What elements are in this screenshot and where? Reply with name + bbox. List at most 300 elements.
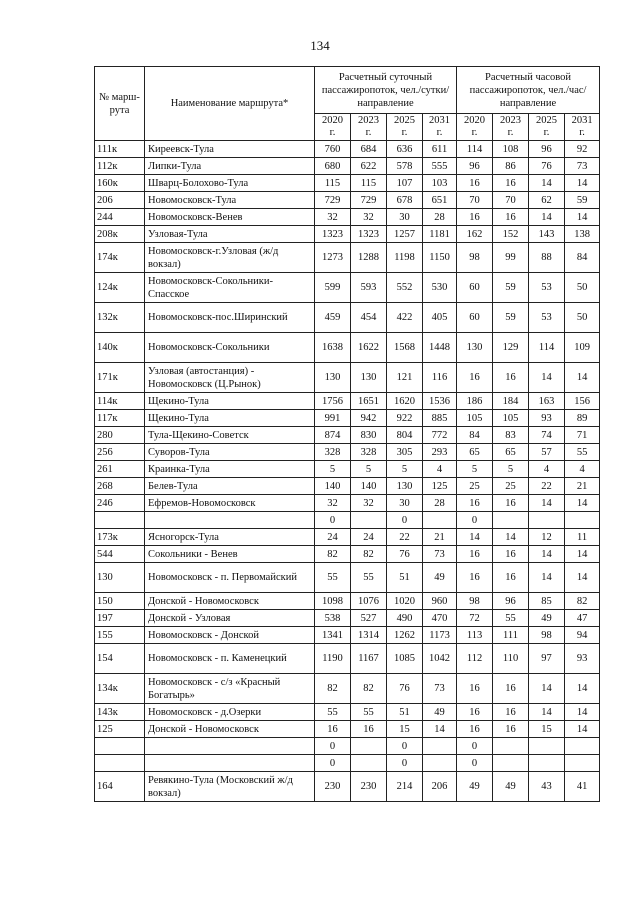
hourly-flow-cell: 65 [457,444,493,461]
table-row [95,209,600,226]
header-year-2025-hourly [529,114,565,141]
hourly-flow-cell: 59 [493,303,529,333]
header-year-value: 2023 [500,115,522,126]
hourly-flow-cell: 113 [457,627,493,644]
table-row [95,738,600,755]
table-row [95,674,600,704]
daily-flow-cell: 82 [315,546,351,563]
hourly-flow-cell [565,738,600,755]
hourly-flow-cell: 60 [457,273,493,303]
daily-flow-cell: 1273 [315,243,351,273]
hourly-flow-cell: 163 [529,393,565,410]
daily-flow-cell: 530 [423,273,457,303]
daily-flow-cell: 1620 [387,393,423,410]
hourly-flow-cell: 4 [565,461,600,478]
daily-flow-cell: 538 [315,610,351,627]
hourly-flow-cell: 53 [529,273,565,303]
table-row [95,593,600,610]
route-name-cell: Сокольники - Венев [145,546,315,563]
hourly-flow-cell: 53 [529,303,565,333]
route-number-cell: 261 [95,461,145,478]
hourly-flow-cell: 94 [565,627,600,644]
hourly-flow-cell: 83 [493,427,529,444]
table-row [95,410,600,427]
route-name-cell: Киреевск-Тула [145,141,315,158]
hourly-flow-cell: 111 [493,627,529,644]
daily-flow-cell: 885 [423,410,457,427]
table-row [95,363,600,393]
hourly-flow-cell: 14 [565,363,600,393]
daily-flow-cell: 1020 [387,593,423,610]
hourly-flow-cell: 76 [529,158,565,175]
table-row [95,175,600,192]
route-number-cell: 155 [95,627,145,644]
hourly-flow-cell: 96 [457,158,493,175]
hourly-flow-cell: 14 [529,495,565,512]
daily-flow-cell [351,512,387,529]
daily-flow-cell: 1190 [315,644,351,674]
hourly-flow-cell: 16 [457,209,493,226]
table-row [95,704,600,721]
route-number-cell: 111к [95,141,145,158]
table-row [95,141,600,158]
hourly-flow-cell: 14 [529,563,565,593]
daily-flow-cell: 1167 [351,644,387,674]
route-name-cell: Узловая-Тула [145,226,315,243]
table-row [95,427,600,444]
hourly-flow-cell: 14 [565,704,600,721]
hourly-flow-cell: 105 [457,410,493,427]
daily-flow-cell: 32 [315,495,351,512]
route-number-cell: 117к [95,410,145,427]
table-row [95,512,600,529]
daily-flow-cell: 0 [315,738,351,755]
table-row [95,333,600,363]
daily-flow-cell: 729 [315,192,351,209]
hourly-flow-cell: 112 [457,644,493,674]
daily-flow-cell: 1314 [351,627,387,644]
header-year-value: 2025 [394,115,415,126]
daily-flow-cell: 1181 [423,226,457,243]
daily-flow-cell: 1323 [315,226,351,243]
daily-flow-cell: 527 [351,610,387,627]
header-year-suffix: г. [579,127,585,138]
daily-flow-cell: 116 [423,363,457,393]
hourly-flow-cell: 4 [529,461,565,478]
daily-flow-cell: 130 [387,478,423,495]
hourly-flow-cell: 16 [493,175,529,192]
route-name-cell: Краинка-Тула [145,461,315,478]
hourly-flow-cell: 86 [493,158,529,175]
route-number-cell: 125 [95,721,145,738]
header-year-value: 2020 [322,115,343,126]
daily-flow-cell: 140 [315,478,351,495]
hourly-flow-cell: 55 [565,444,600,461]
hourly-flow-cell: 16 [493,209,529,226]
route-number-cell: 544 [95,546,145,563]
route-name-cell [145,755,315,772]
hourly-flow-cell: 93 [565,644,600,674]
table-row [95,393,600,410]
hourly-flow-cell: 14 [565,209,600,226]
route-name-cell: Новомосковск-г.Узловая (ж/д вокзал) [145,243,315,273]
table-row [95,226,600,243]
hourly-flow-cell: 16 [457,674,493,704]
hourly-flow-cell: 16 [493,546,529,563]
daily-flow-cell: 874 [315,427,351,444]
hourly-flow-cell: 98 [457,243,493,273]
daily-flow-cell: 49 [423,704,457,721]
daily-flow-cell: 30 [387,495,423,512]
hourly-flow-cell: 14 [529,363,565,393]
daily-flow-cell: 16 [315,721,351,738]
header-year-suffix: г. [329,127,336,138]
hourly-flow-cell: 85 [529,593,565,610]
route-name-cell: Новомосковск-Сокольники [145,333,315,363]
daily-flow-cell: 555 [423,158,457,175]
route-name-cell: Новомосковск - п. Первомайский [145,563,315,593]
daily-flow-cell: 611 [423,141,457,158]
daily-flow-cell: 0 [387,512,423,529]
header-year-2023-daily [351,114,387,141]
table-row [95,772,600,802]
daily-flow-cell: 55 [351,563,387,593]
hourly-flow-cell: 84 [457,427,493,444]
daily-flow-cell: 1042 [423,644,457,674]
route-name-cell: Белев-Тула [145,478,315,495]
route-number-cell: 208к [95,226,145,243]
daily-flow-cell: 991 [315,410,351,427]
table-row [95,495,600,512]
route-number-cell: 160к [95,175,145,192]
route-number-cell: 124к [95,273,145,303]
hourly-flow-cell: 21 [565,478,600,495]
daily-flow-cell: 328 [351,444,387,461]
hourly-flow-cell: 99 [493,243,529,273]
daily-flow-cell: 32 [351,209,387,226]
route-name-cell: Суворов-Тула [145,444,315,461]
daily-flow-cell: 293 [423,444,457,461]
hourly-flow-cell: 14 [493,529,529,546]
daily-flow-cell: 1323 [351,226,387,243]
daily-flow-cell: 1085 [387,644,423,674]
daily-flow-cell: 1651 [351,393,387,410]
daily-flow-cell: 636 [387,141,423,158]
hourly-flow-cell: 96 [529,141,565,158]
hourly-flow-cell [565,512,600,529]
hourly-flow-cell: 14 [565,674,600,704]
daily-flow-cell: 942 [351,410,387,427]
hourly-flow-cell: 57 [529,444,565,461]
hourly-flow-cell: 60 [457,303,493,333]
hourly-flow-cell: 16 [457,495,493,512]
daily-flow-cell: 103 [423,175,457,192]
daily-flow-cell: 28 [423,209,457,226]
header-year-value: 2025 [536,115,558,126]
daily-flow-cell: 22 [387,529,423,546]
header-daily-flow: Расчетный суточный пассажиропоток, чел./сутки/направление [315,67,457,114]
table-row [95,529,600,546]
daily-flow-cell: 0 [315,512,351,529]
hourly-flow-cell: 5 [493,461,529,478]
daily-flow-cell: 459 [315,303,351,333]
route-number-cell [95,738,145,755]
route-number-cell: 154 [95,644,145,674]
daily-flow-cell: 21 [423,529,457,546]
header-hourly-flow: Расчетный часовой пассажиропоток, чел./час/направление [457,67,600,114]
hourly-flow-cell: 138 [565,226,600,243]
route-name-cell: Узловая (автостанция) - Новомосковск (Ц.Рынок) [145,363,315,393]
daily-flow-cell: 24 [315,529,351,546]
daily-flow-cell: 680 [315,158,351,175]
table-row [95,273,600,303]
hourly-flow-cell: 14 [565,721,600,738]
hourly-flow-cell: 109 [565,333,600,363]
hourly-flow-cell: 14 [565,563,600,593]
route-name-cell: Новомосковск-пос.Ширинский [145,303,315,333]
daily-flow-cell: 76 [387,546,423,563]
header-year-suffix: г. [401,127,408,138]
daily-flow-cell: 115 [315,175,351,192]
daily-flow-cell: 55 [351,704,387,721]
hourly-flow-cell: 110 [493,644,529,674]
hourly-flow-cell: 14 [529,704,565,721]
hourly-flow-cell: 156 [565,393,600,410]
route-name-cell: Новомосковск-Сокольники-Спасское [145,273,315,303]
hourly-flow-cell: 89 [565,410,600,427]
hourly-flow-cell: 93 [529,410,565,427]
hourly-flow-cell: 22 [529,478,565,495]
daily-flow-cell: 1536 [423,393,457,410]
route-name-cell: Щекино-Тула [145,410,315,427]
hourly-flow-cell: 88 [529,243,565,273]
hourly-flow-cell: 184 [493,393,529,410]
hourly-flow-cell: 71 [565,427,600,444]
hourly-flow-cell: 92 [565,141,600,158]
daily-flow-cell: 422 [387,303,423,333]
daily-flow-cell: 1288 [351,243,387,273]
daily-flow-cell: 230 [315,772,351,802]
daily-flow-cell: 578 [387,158,423,175]
hourly-flow-cell: 82 [565,593,600,610]
daily-flow-cell: 28 [423,495,457,512]
route-name-cell: Новомосковск - Донской [145,627,315,644]
hourly-flow-cell: 16 [493,363,529,393]
table-row [95,444,600,461]
route-name-cell [145,738,315,755]
hourly-flow-cell: 186 [457,393,493,410]
header-year-suffix: г. [471,127,478,138]
hourly-flow-cell: 152 [493,226,529,243]
daily-flow-cell: 1198 [387,243,423,273]
table-row [95,461,600,478]
hourly-flow-cell: 55 [493,610,529,627]
table-row [95,546,600,563]
hourly-flow-cell: 14 [529,546,565,563]
daily-flow-cell: 76 [387,674,423,704]
daily-flow-cell: 405 [423,303,457,333]
route-name-cell: Новомосковск - д.Озерки [145,704,315,721]
hourly-flow-cell: 97 [529,644,565,674]
route-name-cell: Донской - Узловая [145,610,315,627]
hourly-flow-cell: 98 [529,627,565,644]
hourly-flow-cell [493,755,529,772]
hourly-flow-cell: 70 [457,192,493,209]
route-number-cell: 280 [95,427,145,444]
route-name-cell: Новомосковск - п. Каменецкий [145,644,315,674]
route-number-cell: 174к [95,243,145,273]
daily-flow-cell: 51 [387,563,423,593]
hourly-flow-cell [529,755,565,772]
header-year-suffix: г. [507,127,514,138]
hourly-flow-cell: 96 [493,593,529,610]
daily-flow-cell: 729 [351,192,387,209]
daily-flow-cell: 490 [387,610,423,627]
daily-flow-cell: 55 [315,563,351,593]
daily-flow-cell: 684 [351,141,387,158]
route-number-cell: 134к [95,674,145,704]
daily-flow-cell: 593 [351,273,387,303]
daily-flow-cell: 121 [387,363,423,393]
header-year-value: 2020 [464,115,486,126]
daily-flow-cell: 214 [387,772,423,802]
daily-flow-cell: 82 [351,546,387,563]
hourly-flow-cell: 16 [457,363,493,393]
daily-flow-cell: 772 [423,427,457,444]
daily-flow-cell: 15 [387,721,423,738]
daily-flow-cell: 328 [315,444,351,461]
hourly-flow-cell: 47 [565,610,600,627]
daily-flow-cell: 1622 [351,333,387,363]
route-number-cell: 112к [95,158,145,175]
daily-flow-cell: 73 [423,546,457,563]
daily-flow-cell: 5 [387,461,423,478]
hourly-flow-cell: 49 [493,772,529,802]
route-name-cell: Тула-Щекино-Советск [145,427,315,444]
header-year-2020-daily [315,114,351,141]
route-number-cell: 150 [95,593,145,610]
route-name-cell: Ясногорск-Тула [145,529,315,546]
hourly-flow-cell: 114 [529,333,565,363]
route-number-cell: 246 [95,495,145,512]
daily-flow-cell: 82 [315,674,351,704]
daily-flow-cell: 30 [387,209,423,226]
table-row [95,755,600,772]
daily-flow-cell: 125 [423,478,457,495]
header-year-suffix: г. [543,127,550,138]
daily-flow-cell: 960 [423,593,457,610]
hourly-flow-cell [493,512,529,529]
table-row [95,192,600,209]
hourly-flow-cell: 50 [565,303,600,333]
daily-flow-cell: 206 [423,772,457,802]
route-number-cell: 268 [95,478,145,495]
daily-flow-cell: 55 [315,704,351,721]
route-number-cell: 206 [95,192,145,209]
hourly-flow-cell: 130 [457,333,493,363]
table-body [95,141,600,802]
route-name-cell: Шварц-Болохово-Тула [145,175,315,192]
hourly-flow-cell: 16 [457,175,493,192]
hourly-flow-cell: 16 [457,563,493,593]
route-number-cell: 164 [95,772,145,802]
daily-flow-cell: 230 [351,772,387,802]
hourly-flow-cell: 73 [565,158,600,175]
daily-flow-cell: 1341 [315,627,351,644]
daily-flow-cell: 107 [387,175,423,192]
table-row [95,243,600,273]
route-name-cell: Ревякино-Тула (Московский ж/д вокзал) [145,772,315,802]
hourly-flow-cell: 70 [493,192,529,209]
daily-flow-cell: 115 [351,175,387,192]
hourly-flow-cell: 16 [457,546,493,563]
daily-flow-cell: 32 [315,209,351,226]
hourly-flow-cell: 50 [565,273,600,303]
route-name-cell: Новомосковск-Тула [145,192,315,209]
hourly-flow-cell: 16 [457,721,493,738]
table-header [95,67,600,141]
header-route-number: № марш-рута [95,67,145,141]
daily-flow-cell [351,755,387,772]
route-number-cell: 130 [95,563,145,593]
table-row [95,644,600,674]
header-year-value: 2023 [358,115,379,126]
daily-flow-cell: 305 [387,444,423,461]
hourly-flow-cell [529,512,565,529]
hourly-flow-cell: 16 [493,704,529,721]
header-year-2031-hourly [565,114,600,141]
route-name-cell: Новомосковск - с/з «Красный Богатырь» [145,674,315,704]
daily-flow-cell: 1568 [387,333,423,363]
hourly-flow-cell: 11 [565,529,600,546]
route-number-cell: 114к [95,393,145,410]
daily-flow-cell: 1257 [387,226,423,243]
header-year-2023-hourly [493,114,529,141]
hourly-flow-cell: 16 [493,721,529,738]
daily-flow-cell: 73 [423,674,457,704]
daily-flow-cell: 82 [351,674,387,704]
daily-flow-cell: 1638 [315,333,351,363]
daily-flow-cell: 830 [351,427,387,444]
header-year-2025-daily [387,114,423,141]
header-year-suffix: г. [436,127,443,138]
daily-flow-cell [351,738,387,755]
header-route-name: Наименование маршрута* [145,67,315,141]
hourly-flow-cell: 98 [457,593,493,610]
route-number-cell: 140к [95,333,145,363]
route-number-cell [95,512,145,529]
table-row [95,610,600,627]
daily-flow-cell: 51 [387,704,423,721]
daily-flow-cell: 599 [315,273,351,303]
hourly-flow-cell: 16 [493,674,529,704]
hourly-flow-cell: 72 [457,610,493,627]
hourly-flow-cell: 0 [457,512,493,529]
header-year-2031-daily [423,114,457,141]
header-year-suffix: г. [365,127,372,138]
hourly-flow-cell: 74 [529,427,565,444]
route-name-cell: Липки-Тула [145,158,315,175]
hourly-flow-cell: 49 [457,772,493,802]
hourly-flow-cell: 62 [529,192,565,209]
hourly-flow-cell: 16 [493,563,529,593]
route-number-cell: 171к [95,363,145,393]
hourly-flow-cell: 16 [493,495,529,512]
daily-flow-cell: 49 [423,563,457,593]
daily-flow-cell [423,755,457,772]
route-number-cell [95,755,145,772]
daily-flow-cell: 1076 [351,593,387,610]
